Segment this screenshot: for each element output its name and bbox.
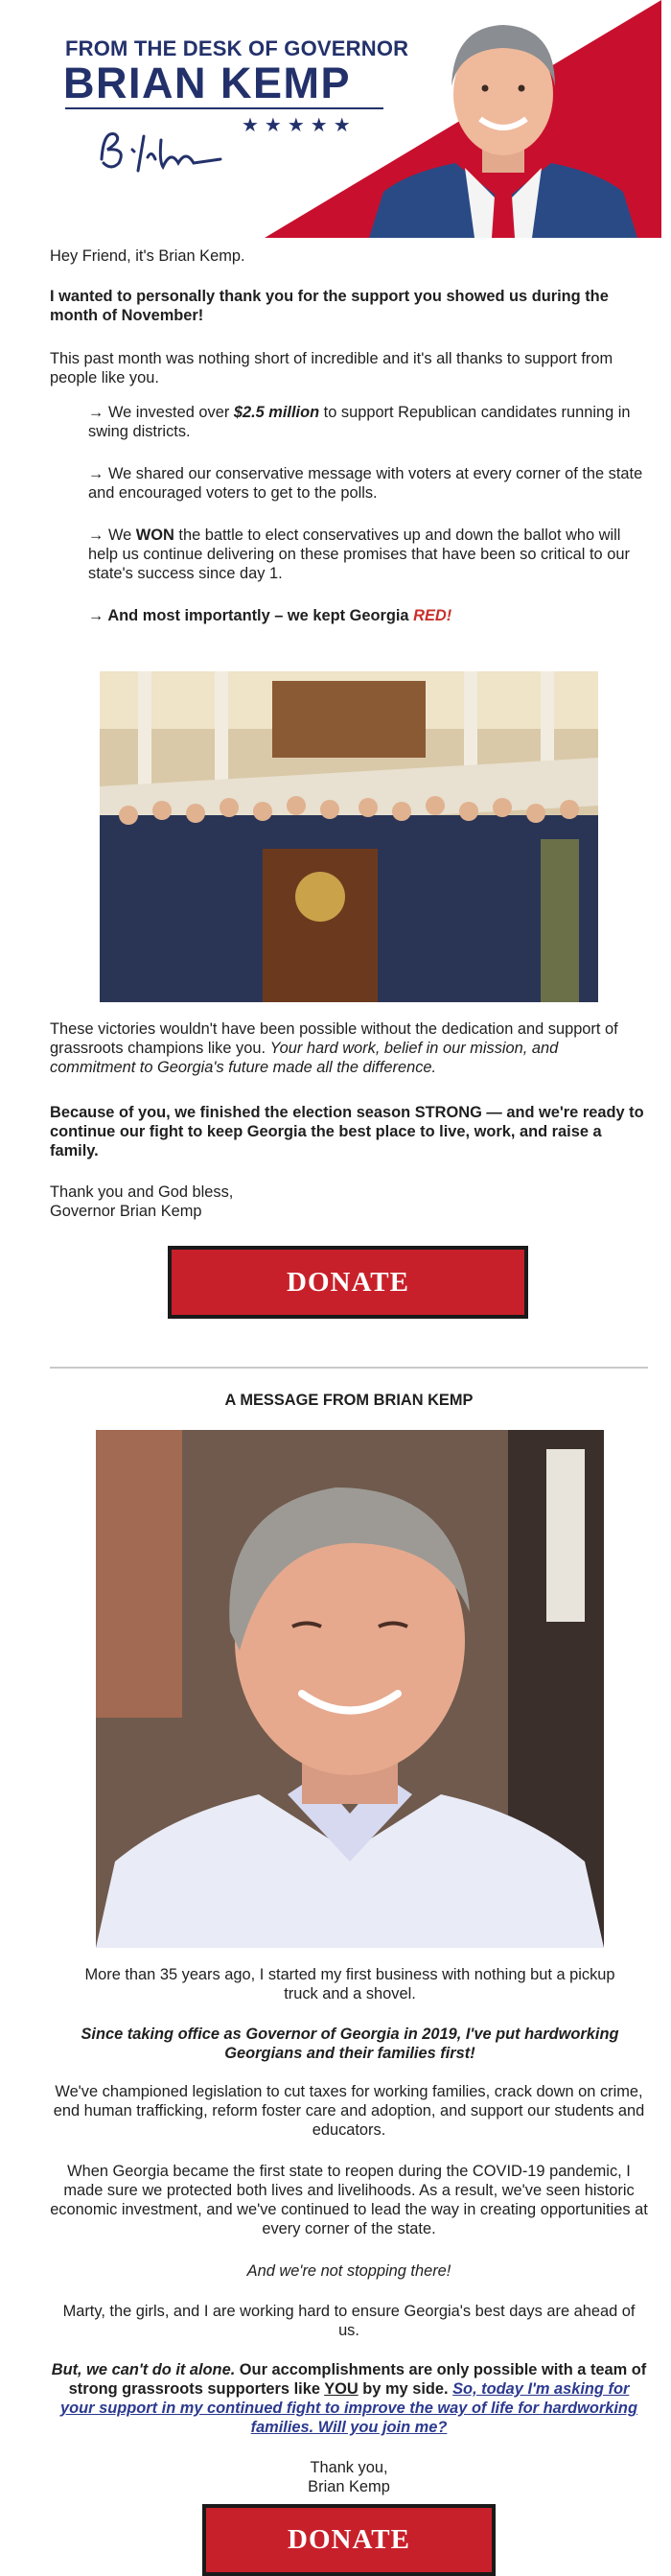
signature-icon	[94, 121, 226, 178]
message-p7-alone: But, we can't do it alone.	[51, 2361, 236, 2378]
header-rule	[65, 107, 383, 109]
star-icons: ★★★★★	[242, 115, 357, 136]
message-sign2: Brian Kemp	[308, 2478, 390, 2495]
message-p2: Since taking office as Governor of Georgia in 2019, I've put hardworking Georgians and their families first!	[81, 2026, 619, 2062]
message-p7	[50, 2360, 648, 2437]
capitol-group-photo	[100, 671, 598, 1002]
message-heading: A MESSAGE FROM BRIAN KEMP	[224, 1392, 474, 1409]
victories-plain: These victories wouldn't have been possible without the dedication and support of grassroots champions like you.	[50, 1020, 618, 1057]
intro-paragraph: This past month was nothing short of incredible and it's all thanks to support from people like you.	[50, 350, 613, 386]
donate-button-bottom[interactable]: DONATE	[202, 2504, 496, 2576]
bullet4-pre: → And most importantly – we kept Georgia	[88, 607, 414, 624]
bullet3-won: WON	[135, 527, 174, 544]
signoff-line1: Thank you and God bless,	[50, 1183, 234, 1201]
message-p7-you: YOU	[324, 2380, 359, 2398]
header-line1: FROM THE DESK OF GOVERNOR	[65, 36, 409, 60]
bullet-won	[88, 526, 644, 583]
header-name: BRIAN KEMP	[63, 59, 352, 107]
governor-portrait-photo	[96, 1430, 604, 1948]
bullet-georgia-red	[88, 606, 644, 625]
bullet3-post: the battle to elect conservatives up and down the ballot who will help us continue delivering on these promises that have been so critical to our state's success since day 1.	[88, 527, 630, 582]
greeting: Hey Friend, it's Brian Kemp.	[50, 247, 245, 265]
support-link[interactable]: So, today I'm asking for your support in my continued fight to improve the way of life for hardworking families. Will you join me?	[60, 2380, 637, 2436]
bullet1-pre: → We invested over	[88, 404, 234, 421]
bullet1-post: to support Republican candidates running in swing districts.	[88, 404, 631, 440]
message-p4: When Georgia became the first state to reopen during the COVID-19 pandemic, I made sure we protected both lives and livelihoods. As a result, we've seen historic economic investment, and we've continued to lead the way in creating opportunities at every corner of the state.	[50, 2163, 648, 2237]
message-p3: We've championed legislation to cut taxes for working families, crack down on crime, end human trafficking, reform foster care and adoption, and support our students and educators.	[53, 2083, 645, 2139]
signoff-line2: Governor Brian Kemp	[50, 1203, 202, 1220]
message-p7-part2: by my side.	[358, 2380, 453, 2398]
bullet-investment	[88, 403, 644, 441]
because-of-you: Because of you, we finished the election season STRONG — and we're ready to continue our fight to keep Georgia the best place to live, work, and raise a family.	[50, 1104, 644, 1159]
thanks-headline: I wanted to personally thank you for the support you showed us during the month of November!	[50, 288, 609, 324]
bullet3-pre: → We	[88, 527, 136, 544]
victories-italic: Your hard work, belief in our mission, and commitment to Georgia's future made all the difference.	[50, 1040, 559, 1076]
message-sign1: Thank you,	[310, 2459, 388, 2476]
message-p6: Marty, the girls, and I are working hard to ensure Georgia's best days are ahead of us.	[62, 2303, 636, 2339]
donate-button-top[interactable]: DONATE	[168, 1246, 528, 1319]
message-p1: More than 35 years ago, I started my first business with nothing but a pickup truck and a shovel.	[84, 1966, 615, 2002]
bullet1-money: $2.5 million	[233, 404, 320, 421]
victories-paragraph	[50, 1019, 644, 1077]
bullet-message: → We shared our conservative message with voters at every corner of the state and encouraged voters to get to the polls.	[88, 465, 643, 502]
message-p5: And we're not stopping there!	[246, 2262, 451, 2280]
email-header	[0, 0, 671, 242]
message-p7-part1: Our accomplishments are only possible with a team of strong grassroots supporters like	[68, 2361, 647, 2398]
section-divider	[50, 1367, 648, 1369]
bullet4-red: RED!	[413, 607, 452, 624]
